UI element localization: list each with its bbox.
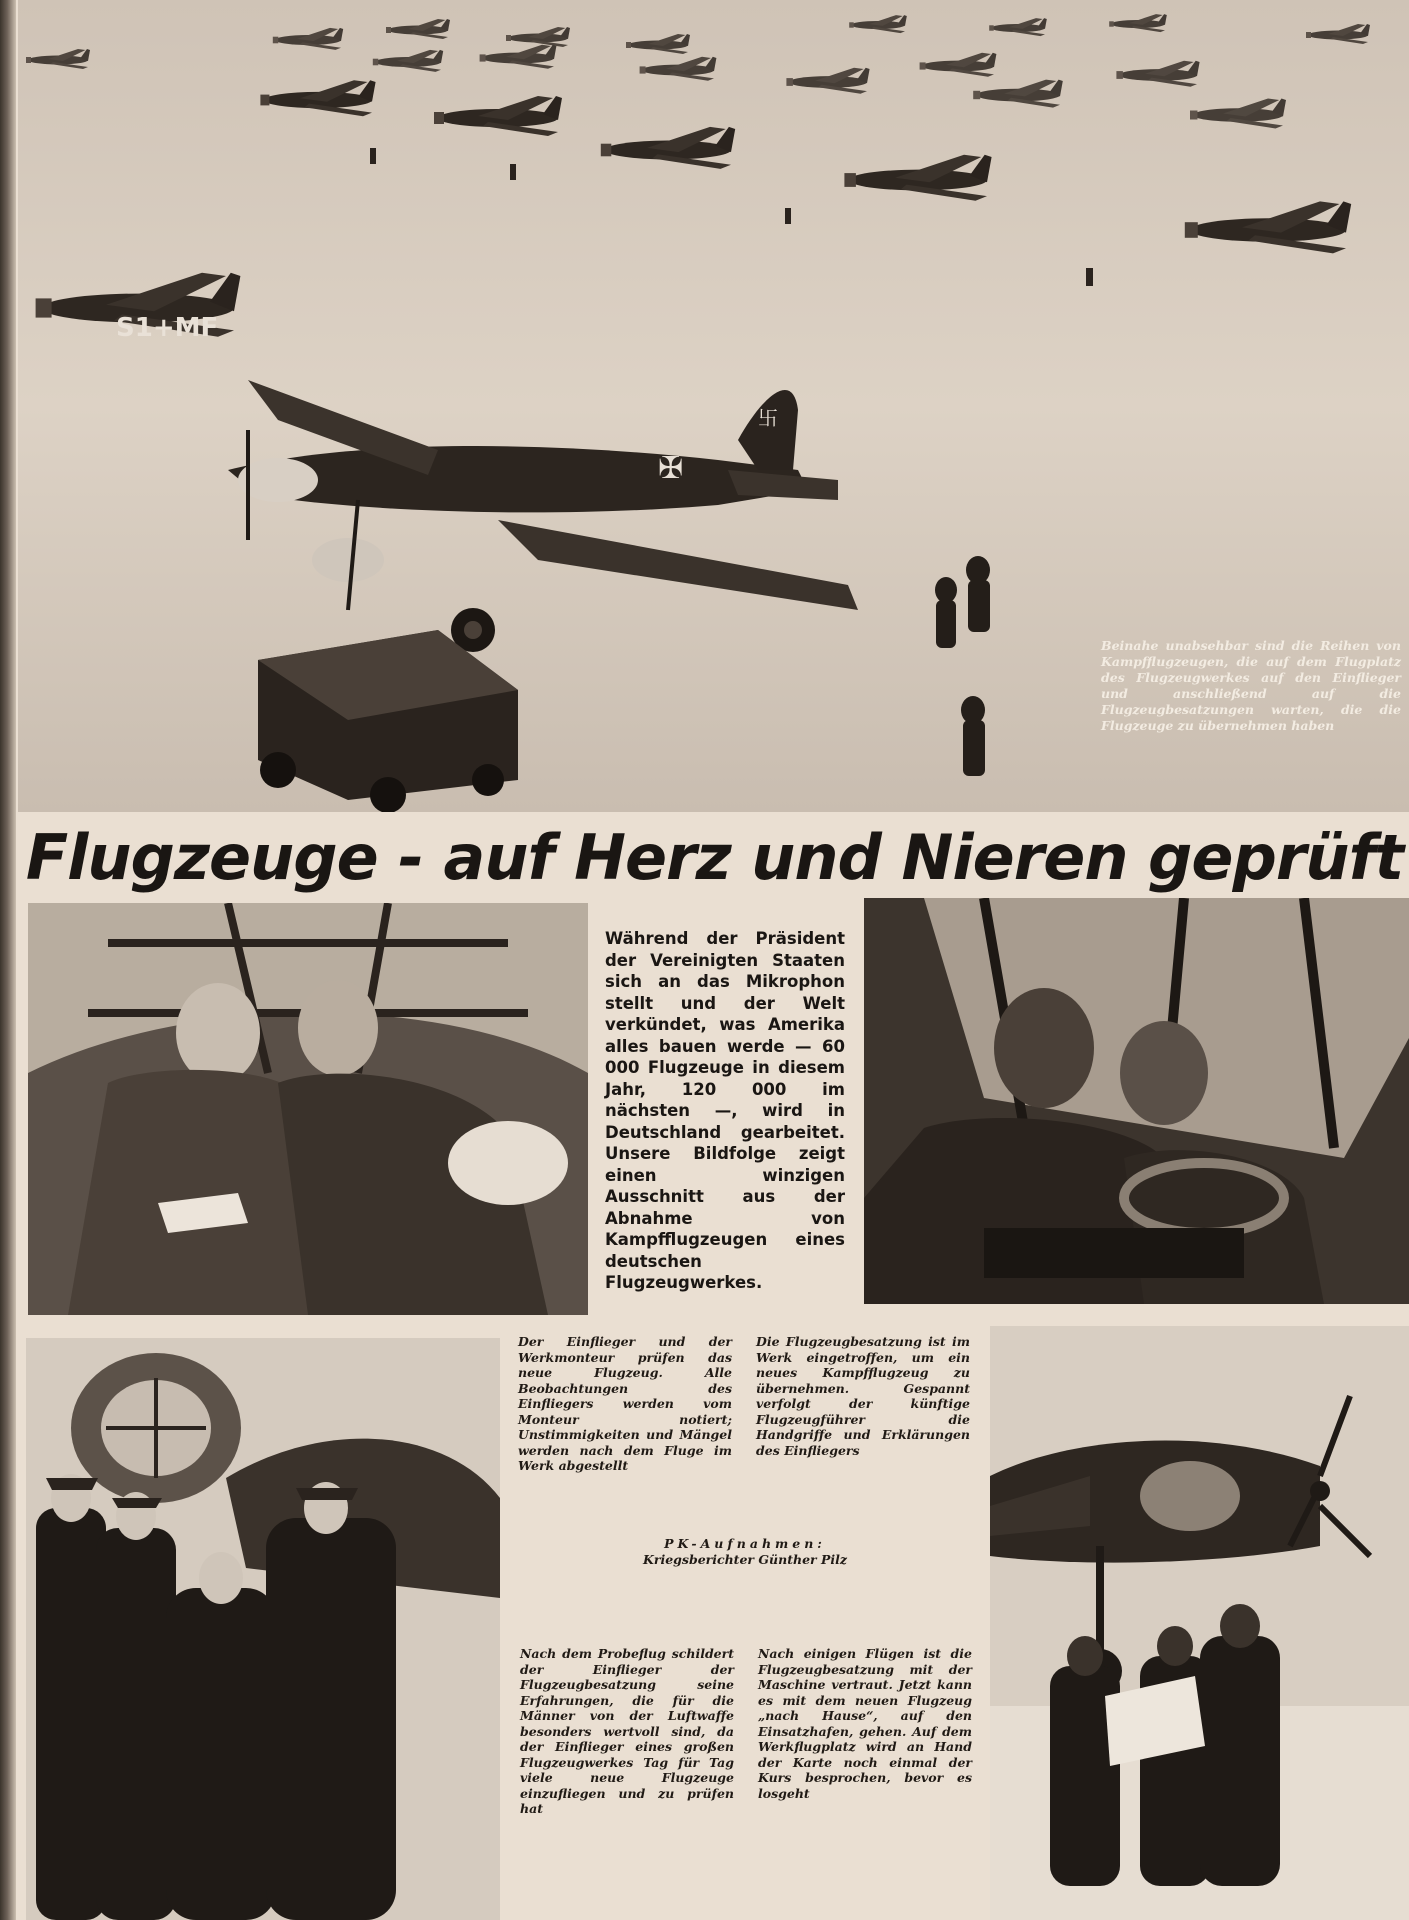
svg-text:✠: ✠ (658, 451, 684, 486)
crew-map-illustration (990, 1326, 1409, 1920)
cockpit-crew-illustration (864, 898, 1409, 1304)
page-headline: Flugzeuge - auf Herz und Nieren geprüft (25, 821, 1404, 894)
photo-credit-label: PK-Aufnahmen: (664, 1536, 826, 1551)
photo-credit-photographer: Kriegsberichter Günther Pilz (643, 1552, 847, 1567)
photo-crew-map-briefing (990, 1326, 1409, 1920)
photo-cockpit-crew (864, 898, 1409, 1304)
intro-text: Während der Präsident der Vereinigten Staaten sich an das Mikrophon stellt und der Welt verkündet, was Amerika alles bauen werde — 60 000 Flugzeuge in diesem Jahr, 120 000 im nächsten —, wird in Deutschland gearbeitet. Unsere Bildfolge zeigt einen winzigen Ausschnitt aus der Abnahme von Kampfflugzeugen eines deutschen Flugzeugwerkes. (605, 929, 845, 1292)
caption-test-flight: Nach dem Probeflug schildert der Einflieger der Flugzeugbesatzung seine Erfahrungen, die für die Männer von der Luftwaffe besonders wertvoll sind, da der Einflieger eines großen Flugzeugwerkes Tag für Tag viele neue Flugzeuge einzufliegen und zu prüfen hat (520, 1646, 734, 1816)
hero-caption: Beinahe unabsehbar sind die Reihen von Kampfflugzeugen, die auf dem Flugplatz des Flugzeugwerkes auf den Einflieger und anschließend auf die Flugzeugbesatzungen warten, die die Flugzeuge zu übernehmen haben (1101, 638, 1401, 733)
officers-illustration (26, 1338, 500, 1920)
photo-cockpit-inspection (28, 903, 588, 1315)
hero-photo-airfield (18, 0, 1409, 812)
caption-inspection: Der Einflieger und der Werkmonteur prüfen das neue Flugzeug. Alle Beobachtungen des Einfliegers werden vom Monteur notiert; Unstimmigkeiten und Mängel werden nach dem Fluge im Werk abgestellt (518, 1334, 732, 1473)
cockpit-inspection-illustration (28, 903, 588, 1315)
caption-departure: Nach einigen Flügen ist die Flugzeugbesatzung mit der Maschine vertraut. Jetzt kann es mit dem neuen Flugzeug „nach Hause“, auf den Einsatzhafen, gehen. Auf dem Werkflugplatz wird an Hand der Karte noch einmal der Kurs besprochen, bevor es losgeht (758, 1646, 972, 1801)
photo-officers-briefing (26, 1338, 500, 1920)
page-spine (0, 0, 16, 1920)
caption-crew-arrival: Die Flugzeugbesatzung ist im Werk eingetroffen, um ein neues Kampfflugzeug zu übernehmen. Gespannt verfolgt der künftige Flugzeugführer die Handgriffe und Erklärungen des Einfliegers (756, 1334, 970, 1458)
photo-credit (520, 1536, 970, 1568)
svg-text:卐: 卐 (758, 406, 778, 430)
aircraft-code: S1+MF (116, 313, 219, 343)
